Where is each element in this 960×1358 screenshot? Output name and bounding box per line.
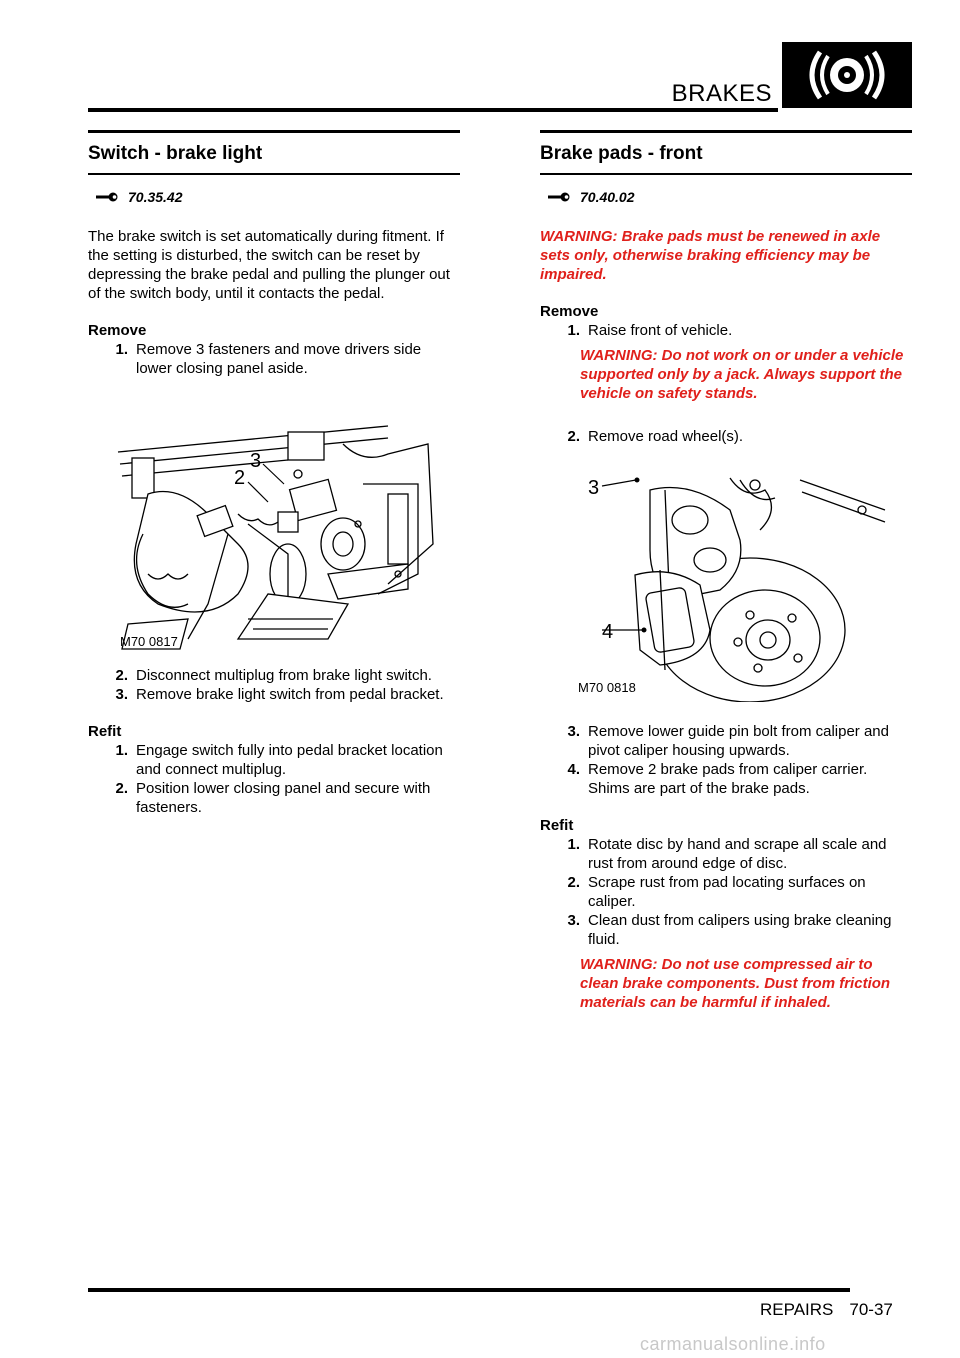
right-column [540,130,912,1012]
footer-section: REPAIRS [760,1300,834,1319]
remove-step [550,321,912,340]
remove-step [550,427,912,446]
refit-step [550,911,912,949]
operation-code-text: 70.35.42 [128,189,183,205]
section-rule [540,130,912,133]
refit-heading: Refit [540,817,574,834]
remove-heading: Remove [540,303,599,320]
figure-callout: 2 [234,467,246,489]
operation-code-text: 70.40.02 [580,189,635,205]
operation-code [96,189,460,205]
step-number: 2. [567,428,580,445]
section-rule [540,173,912,175]
brake-disc-icon [782,42,912,108]
step-number: 3. [567,723,580,740]
remove-heading: Remove [88,322,147,339]
step-number: 2. [115,667,128,684]
step-text: Scrape rust from pad locating surfaces on caliper. [588,874,866,910]
step-number: 3. [567,912,580,929]
remove-step [550,760,912,798]
step-number: 4. [567,761,580,778]
section-rule [88,130,460,133]
figure-callout: 3 [588,477,600,499]
step-text: Remove brake light switch from pedal bracket. [136,686,444,703]
step-number: 1. [567,836,580,853]
watermark: carmanualsonline.info [640,1334,826,1354]
step-number: 2. [115,780,128,797]
step-text: Remove lower guide pin bolt from caliper and pivot caliper housing upwards. [588,723,889,759]
step-number: 1. [115,742,128,759]
section-rule [88,173,460,175]
step-text: Remove road wheel(s). [588,428,744,445]
step-number: 1. [115,341,128,358]
caliper-illustration [540,470,900,702]
figure-code: M70 0818 [578,680,636,695]
section-title-brake-pads-front: Brake pads - front [540,143,703,164]
figure-callout: 4 [602,621,614,643]
warning-axle-sets: WARNING: Brake pads must be renewed in axle sets only, otherwise braking efficiency may be impaired. [540,228,881,283]
refit-step [550,835,912,873]
step-text: Remove 2 brake pads from caliper carrier. Shims are part of the brake pads. [588,761,868,797]
intro-paragraph: The brake switch is set automatically during fitment. If the setting is disturbed, the switch can be reset by depressing the brake pedal and pulling the plunger out of the switch body, until it contacts the pedal. [88,228,450,302]
remove-step [98,666,460,685]
step-text: Remove 3 fasteners and move drivers side lower closing panel aside. [136,341,422,377]
remove-step [550,722,912,760]
warning-safety-stands: WARNING: Do not work on or under a vehicle supported only by a jack. Always support the vehicle on safety stands. [580,347,904,402]
footer-rule [88,1288,850,1292]
header-rule [88,108,778,112]
step-number: 1. [567,322,580,339]
remove-step [98,340,460,378]
step-number: 2. [567,874,580,891]
wrench-icon [96,192,118,202]
figure-brake-light-switch [88,424,460,654]
step-text: Clean dust from calipers using brake cleaning fluid. [588,912,892,948]
left-column [88,130,460,817]
pedal-bracket-illustration [88,424,448,654]
refit-step [98,779,460,817]
section-header-title: BRAKES [671,80,772,107]
refit-step [550,873,912,911]
wrench-icon [548,192,570,202]
section-title-brake-light-switch: Switch - brake light [88,143,263,164]
step-number: 3. [115,686,128,703]
operation-code [548,189,912,205]
step-text: Rotate disc by hand and scrape all scale and rust from around edge of disc. [588,836,887,872]
page-number: 70-37 [849,1300,893,1319]
remove-step [98,685,460,704]
figure-callout: 3 [250,450,262,472]
step-text: Engage switch fully into pedal bracket location and connect multiplug. [136,742,443,778]
step-text: Disconnect multiplug from brake light switch. [136,667,432,684]
step-text: Raise front of vehicle. [588,322,733,339]
refit-step [98,741,460,779]
step-text: Position lower closing panel and secure with fasteners. [136,780,431,816]
refit-heading: Refit [88,723,122,740]
figure-code: M70 0817 [120,634,178,649]
figure-brake-caliper [540,470,912,702]
warning-compressed-air: WARNING: Do not use compressed air to clean brake components. Dust from friction materials can be harmful if inhaled. [580,956,891,1011]
page-footer [760,1300,893,1320]
